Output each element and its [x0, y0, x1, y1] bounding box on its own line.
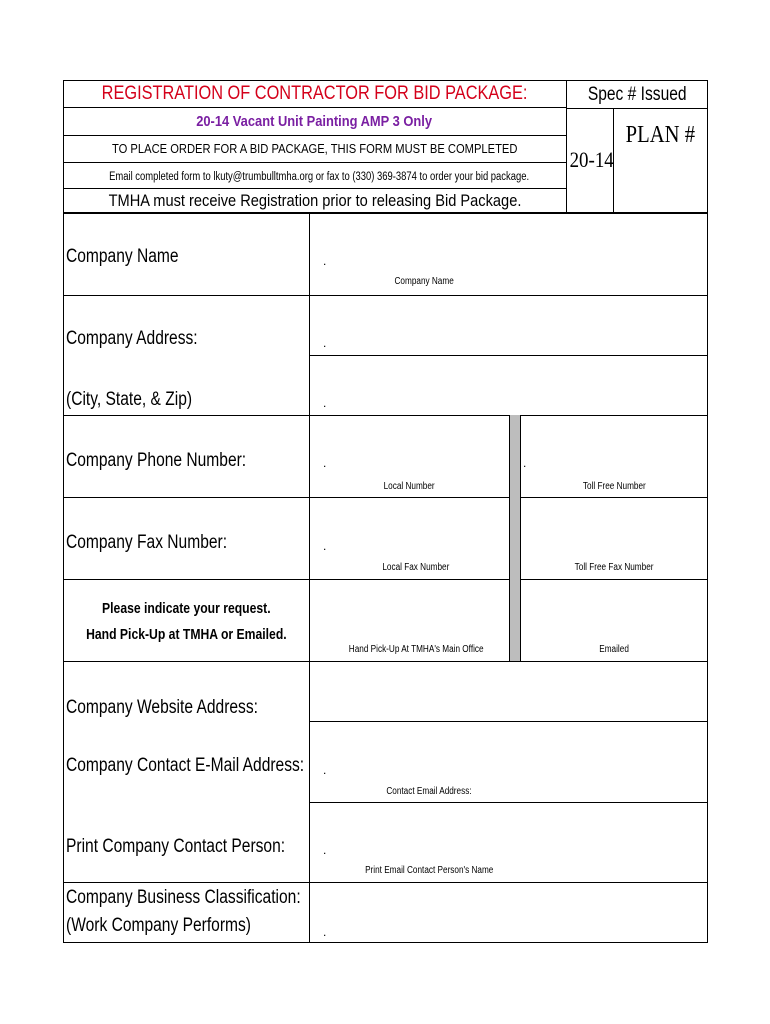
- company-address-label: Company Address:: [66, 328, 198, 349]
- classification-label-line1: Company Business Classification:: [66, 887, 301, 908]
- fax-tollfree-caption: Toll Free Fax Number: [575, 562, 654, 573]
- contact-email-caption: Contact Email Address:: [386, 786, 472, 797]
- classification-field[interactable]: .: [323, 925, 327, 939]
- email-instruction: Email completed form to lkuty@trumbulltmha.org or fax to (330) 369-3874 to order your bid package.: [109, 171, 530, 183]
- company-address-field[interactable]: .: [323, 336, 327, 350]
- phone-divider: [509, 415, 521, 497]
- company-name-caption: Company Name: [394, 276, 454, 287]
- request-pickup-option[interactable]: Hand Pick-Up At TMHA's Main Office: [348, 644, 484, 655]
- city-state-zip-field[interactable]: .: [323, 396, 327, 410]
- phone-tollfree-caption: Toll Free Number: [583, 481, 646, 492]
- phone-tollfree-field[interactable]: .: [523, 456, 527, 470]
- phone-label: Company Phone Number:: [66, 450, 247, 471]
- phone-local-caption: Local Number: [383, 481, 435, 492]
- contact-email-label: Company Contact E-Mail Address:: [66, 755, 305, 776]
- form-body: [63, 213, 708, 943]
- order-instruction: TO PLACE ORDER FOR A BID PACKAGE, THIS FORM MUST BE COMPLETED: [111, 141, 518, 156]
- request-emailed-option[interactable]: Emailed: [599, 644, 630, 655]
- website-field[interactable]: [310, 662, 707, 721]
- company-name-label: Company Name: [66, 246, 179, 267]
- phone-local-field[interactable]: .: [323, 456, 327, 470]
- city-state-zip-label: (City, State, & Zip): [66, 389, 193, 410]
- request-label: Please indicate your request. Hand Pick-Up at TMHA or Emailed.: [85, 601, 287, 643]
- spec-number: 20-14: [569, 147, 614, 172]
- fax-local-caption: Local Fax Number: [382, 562, 450, 573]
- form-title: REGISTRATION OF CONTRACTOR FOR BID PACKAGE:: [101, 83, 528, 104]
- fax-local-field[interactable]: .: [323, 539, 327, 553]
- spec-issued-heading: Spec # Issued: [587, 84, 687, 105]
- registration-notice: TMHA must receive Registration prior to releasing Bid Package.: [108, 191, 521, 210]
- plan-number-label: PLAN #: [625, 122, 696, 148]
- contact-email-field[interactable]: .: [323, 763, 327, 777]
- company-name-field[interactable]: .: [323, 254, 327, 268]
- classification-label-line2: (Work Company Performs): [66, 915, 251, 936]
- form-subtitle: 20-14 Vacant Unit Painting AMP 3 Only: [196, 113, 433, 130]
- contact-person-caption: Print Email Contact Person's Name: [364, 865, 494, 876]
- fax-label: Company Fax Number:: [66, 532, 228, 553]
- contact-person-field[interactable]: .: [323, 843, 327, 857]
- contact-person-label: Print Company Contact Person:: [66, 836, 286, 857]
- website-label: Company Website Address:: [66, 697, 258, 718]
